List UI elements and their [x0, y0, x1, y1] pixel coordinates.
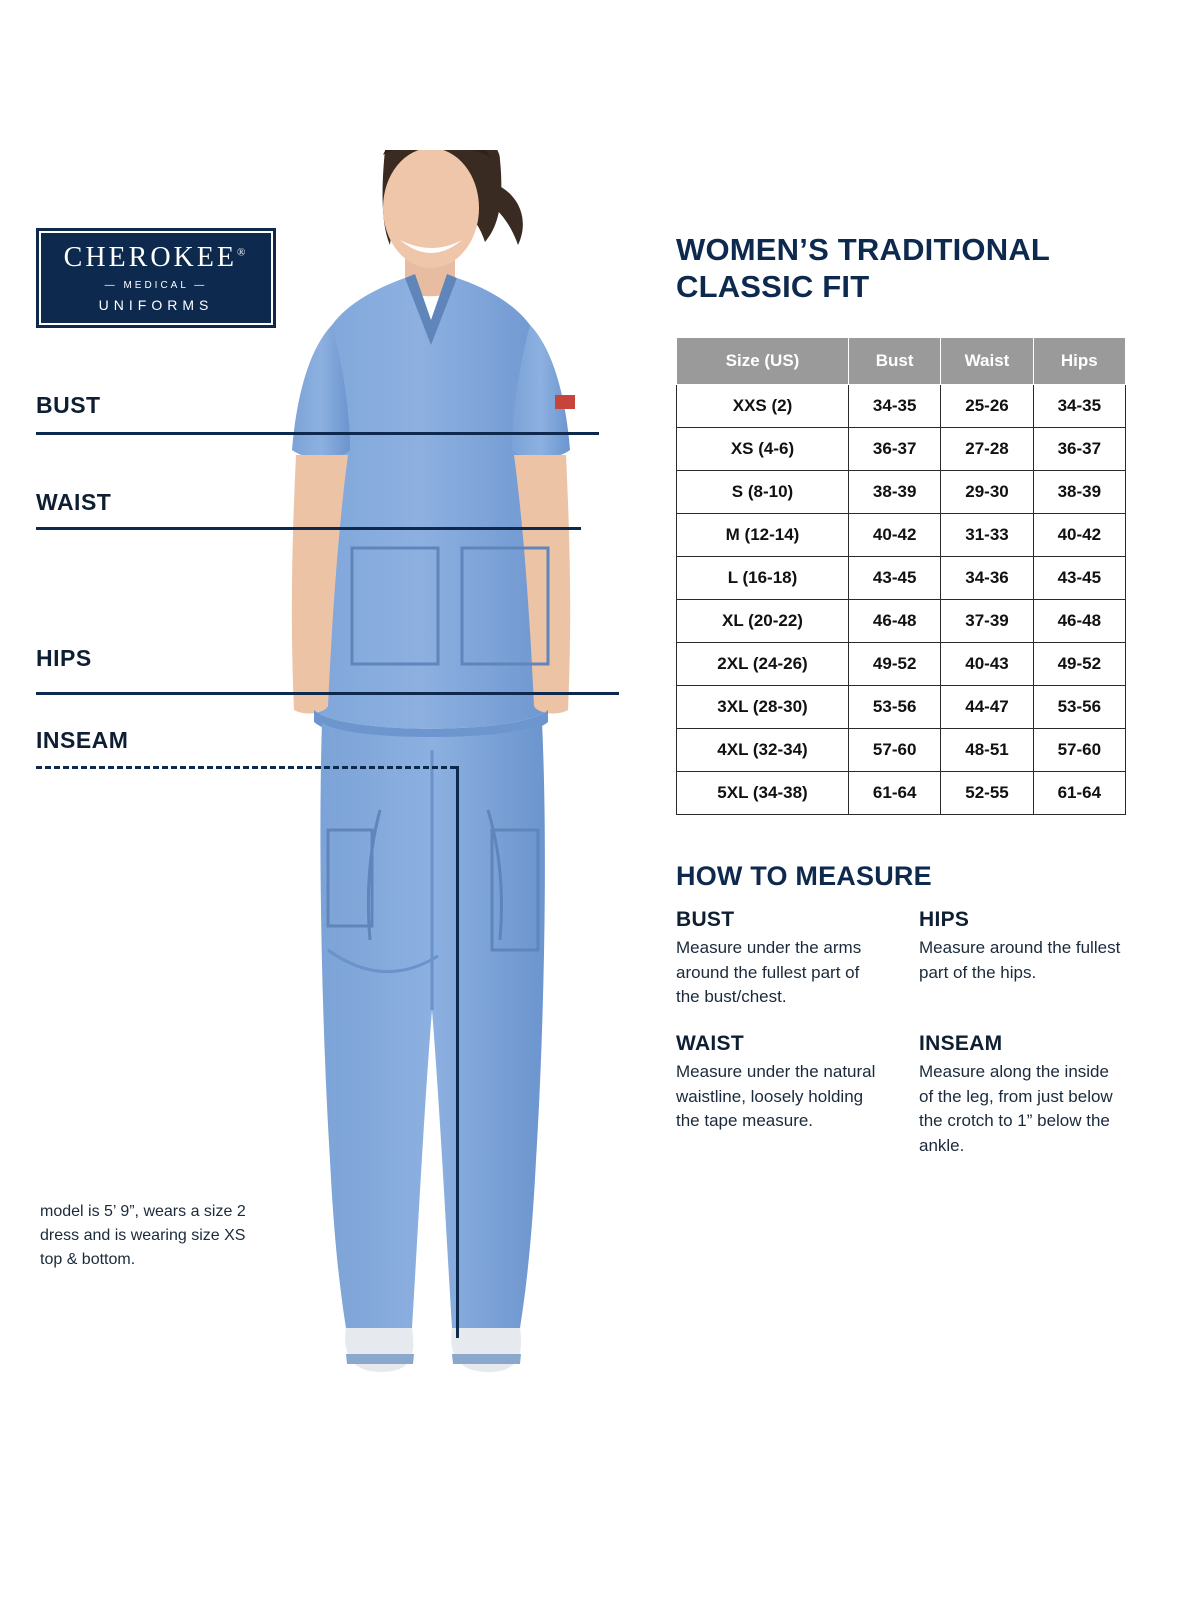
table-header-hips: Hips — [1033, 338, 1125, 385]
table-row — [677, 428, 1126, 471]
how-to-measure-hips-text: Measure around the fullest part of the hips. — [919, 938, 1121, 982]
how-to-measure-bust-text: Measure under the arms around the fullest part of the bust/chest. — [676, 938, 862, 1007]
cell-bust: 53-56 — [849, 686, 941, 729]
logo-brand — [63, 241, 249, 273]
cell-hips: 36-37 — [1033, 428, 1125, 471]
how-to-measure-hips-title: HIPS — [919, 908, 970, 932]
measure-line-inseam-vertical — [456, 766, 459, 1338]
cell-size: XXS (2) — [677, 385, 849, 428]
measure-callout-inseam — [36, 727, 128, 757]
cell-size: L (16-18) — [677, 557, 849, 600]
cell-bust: 34-35 — [849, 385, 941, 428]
measure-callout-hips — [36, 645, 92, 675]
logo-uniforms-text: UNIFORMS — [98, 296, 214, 313]
table-row — [677, 600, 1126, 643]
measure-line-waist — [36, 527, 581, 530]
measure-label-hips: HIPS — [36, 645, 92, 671]
cell-size: 2XL (24-26) — [677, 643, 849, 686]
cell-size: 3XL (28-30) — [677, 686, 849, 729]
cell-bust: 61-64 — [849, 772, 941, 815]
cell-bust: 40-42 — [849, 514, 941, 557]
cell-hips: 40-42 — [1033, 514, 1125, 557]
how-to-measure-inseam-text: Measure along the inside of the leg, from just below the crotch to 1” below the ankle. — [919, 1062, 1113, 1155]
cell-size: XS (4-6) — [677, 428, 849, 471]
table-row — [677, 686, 1126, 729]
cell-bust: 49-52 — [849, 643, 941, 686]
measure-callout-waist — [36, 489, 111, 519]
measure-line-bust — [36, 432, 599, 435]
cell-size: S (8-10) — [677, 471, 849, 514]
how-to-measure-grid — [676, 908, 1126, 1158]
cell-bust: 43-45 — [849, 557, 941, 600]
how-to-measure-waist-title: WAIST — [676, 1032, 744, 1056]
cherokee-logo — [36, 228, 276, 328]
cell-waist: 34-36 — [941, 557, 1033, 600]
cell-hips: 43-45 — [1033, 557, 1125, 600]
cell-size: 5XL (34-38) — [677, 772, 849, 815]
table-row — [677, 471, 1126, 514]
cell-waist: 37-39 — [941, 600, 1033, 643]
cell-hips: 49-52 — [1033, 643, 1125, 686]
measure-label-inseam: INSEAM — [36, 727, 129, 753]
cell-size: 4XL (32-34) — [677, 729, 849, 772]
logo-brand-text: CHEROKEE — [63, 241, 237, 273]
cell-size: M (12-14) — [677, 514, 849, 557]
cell-waist: 48-51 — [941, 729, 1033, 772]
cell-waist: 40-43 — [941, 643, 1033, 686]
table-header-bust: Bust — [849, 338, 941, 385]
cell-hips: 46-48 — [1033, 600, 1125, 643]
table-header-waist: Waist — [941, 338, 1033, 385]
cell-bust: 57-60 — [849, 729, 941, 772]
table-row — [677, 772, 1126, 815]
model-note: model is 5’ 9”, wears a size 2 dress and is wearing size XS top & bottom. — [40, 1203, 246, 1268]
table-row — [677, 729, 1126, 772]
cell-waist: 44-47 — [941, 686, 1033, 729]
cell-hips: 53-56 — [1033, 686, 1125, 729]
how-to-measure-inseam-title: INSEAM — [919, 1032, 1003, 1056]
how-to-measure-heading: HOW TO MEASURE — [676, 861, 932, 892]
cell-hips: 34-35 — [1033, 385, 1125, 428]
right-column — [676, 232, 1126, 1159]
cell-waist: 25-26 — [941, 385, 1033, 428]
cell-waist: 31-33 — [941, 514, 1033, 557]
logo-medical-text: — MEDICAL — — [104, 279, 208, 291]
table-row — [677, 514, 1126, 557]
cell-hips: 38-39 — [1033, 471, 1125, 514]
how-to-measure-inseam — [919, 1032, 1126, 1159]
cell-size: XL (20-22) — [677, 600, 849, 643]
how-to-measure-hips — [919, 908, 1126, 1010]
cell-waist: 27-28 — [941, 428, 1033, 471]
how-to-measure-waist-text: Measure under the natural waistline, loosely holding the tape measure. — [676, 1062, 876, 1131]
table-header-row — [677, 338, 1126, 385]
size-chart-table — [676, 337, 1126, 815]
measure-label-waist: WAIST — [36, 489, 112, 515]
table-row — [677, 385, 1126, 428]
how-to-measure-bust-title: BUST — [676, 908, 735, 932]
how-to-measure-bust — [676, 908, 919, 1010]
measure-label-bust: BUST — [36, 392, 101, 418]
table-row — [677, 557, 1126, 600]
how-to-measure-waist — [676, 1032, 919, 1159]
table-row — [677, 643, 1126, 686]
logo-registered-mark: ® — [236, 246, 249, 259]
measure-callout-bust — [36, 392, 101, 422]
measure-line-hips — [36, 692, 619, 695]
cell-waist: 52-55 — [941, 772, 1033, 815]
cell-bust: 38-39 — [849, 471, 941, 514]
cell-hips: 61-64 — [1033, 772, 1125, 815]
measure-line-inseam — [36, 766, 456, 769]
cell-waist: 29-30 — [941, 471, 1033, 514]
cell-bust: 46-48 — [849, 600, 941, 643]
table-header-size: Size (US) — [677, 338, 849, 385]
page-title: WOMEN’S TRADITIONAL CLASSIC FIT — [676, 232, 1050, 304]
cell-hips: 57-60 — [1033, 729, 1125, 772]
cell-bust: 36-37 — [849, 428, 941, 471]
